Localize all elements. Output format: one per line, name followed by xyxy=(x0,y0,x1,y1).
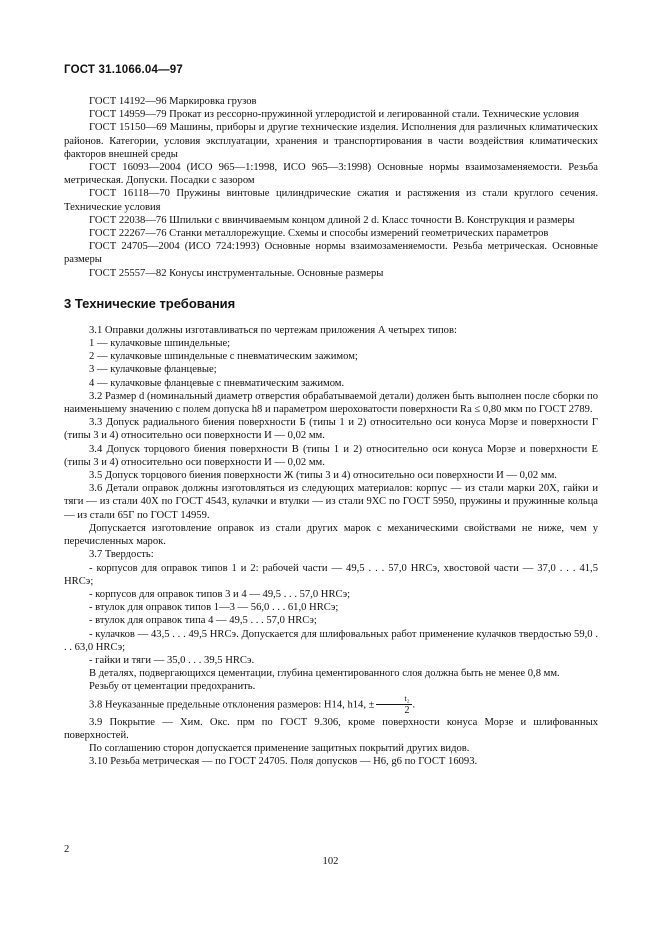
reference-item: ГОСТ 24705—2004 (ИСО 724:1993) Основные нормы взаимозаменяемости. Резьба метрическая. Основные размеры xyxy=(64,241,598,266)
clause-3-1: 3.1 Оправки должны изготавливаться по чертежам приложения А четырех типов: xyxy=(89,324,457,336)
clause-3-6: 3.6 Детали оправок должны изготовляться из следующих материалов: корпус — из стали марки 20Х, гайки и тяги — из стали 40Х по ГОСТ 4543, кулачки и втулки — из стали 9ХС по ГОСТ 5950, пружины и пружинные кольца — из стали 65Г по ГОСТ 14959. xyxy=(64,483,598,521)
reference-item: ГОСТ 16093—2004 (ИСО 965—1:1998, ИСО 965—3:1998) Основные нормы взаимозаменяемости. Резьба метрическая. Допуски. Посадки с зазором xyxy=(64,162,598,187)
reference-item: ГОСТ 14192—96 Маркировка грузов xyxy=(89,96,257,107)
clause-3-7-cementation: В деталях, подвергающихся цементации, глубина цементированного слоя должна быть не менее 0,8 мм. xyxy=(89,668,560,680)
type-item: 4 — кулачковые фланцевые с пневматическим зажимом. xyxy=(89,377,345,389)
reference-item: ГОСТ 25557—82 Конусы инструментальные. Основные размеры xyxy=(89,267,384,279)
reference-item: ГОСТ 22038—76 Шпильки с ввинчиваемым концом длиной 2 d. Класс точности В. Конструкция и размеры xyxy=(89,214,575,226)
page-number-center: 102 xyxy=(322,856,339,867)
clause-3-10: 3.10 Резьба метрическая — по ГОСТ 24705. Поля допусков — H6, g6 по ГОСТ 16093. xyxy=(89,756,478,768)
hardness-item: - втулок для оправок типов 1—3 — 56,0 . . . 61,0 HRCэ; xyxy=(89,602,339,614)
hardness-item: - втулок для оправок типа 4 — 49,5 . . . 57,0 HRCэ; xyxy=(89,615,317,627)
tolerance-fraction xyxy=(376,694,412,716)
type-item: 3 — кулачковые фланцевые; xyxy=(89,364,217,376)
clause-3-9: 3.9 Покрытие — Хим. Окс. прм по ГОСТ 9.306, кроме поверхности конуса Морзе и шлифованных поверхностей. xyxy=(64,716,598,741)
clause-3-9-note: По соглашению сторон допускается применение защитных покрытий других видов. xyxy=(89,742,470,754)
reference-item: ГОСТ 16118—70 Пружины винтовые цилиндрические сжатия и растяжения из стали круглого сечения. Технические условия xyxy=(64,188,598,213)
clause-3-7: 3.7 Твердость: xyxy=(89,549,154,561)
reference-item: ГОСТ 22267—76 Станки металлорежущие. Схемы и способы измерений геометрических параметров xyxy=(89,228,549,240)
hardness-item: - корпусов для оправок типов 1 и 2: рабочей части — 49,5 . . . 57,0 HRCэ, хвостовой части — 37,0 . . . 41,5 HRCэ; xyxy=(64,562,598,587)
reference-item: ГОСТ 14959—79 Прокат из рессорно-пружинной углеродистой и легированной стали. Технические условия xyxy=(89,109,580,121)
reference-item: ГОСТ 15150—69 Машины, приборы и другие технические изделия. Исполнения для различных климатических районов. Категории, условия эксплуатации, хранения и транспортирования в части воздействия климатических факторов внешней среды xyxy=(64,122,598,160)
references-list xyxy=(64,95,598,280)
clause-3-2: 3.2 Размер d (номинальный диаметр отверстия обрабатываемой детали) должен быть выполнен после сборки по наименьшему значению с полем допуска h8 и параметром шероховатости поверхности Ra ≤ 0,80 мкм по ГОСТ 2789. xyxy=(64,390,598,416)
clause-3-8-text: 3.8 Неуказанные предельные отклонения размеров: H14, h14, ± xyxy=(89,698,375,710)
hardness-item: - корпусов для оправок типов 3 и 4 — 49,5 . . . 57,0 HRCэ; xyxy=(89,588,351,600)
fraction-numerator: t₂ xyxy=(376,694,412,705)
type-item: 2 — кулачковые шпиндельные с пневматическим зажимом; xyxy=(89,351,358,363)
section-title: 3 Технические требования xyxy=(64,295,236,311)
fraction-denominator: 2 xyxy=(404,704,410,716)
document-body xyxy=(64,95,598,768)
clause-3-4: 3.4 Допуск торцового биения поверхности В (типы 1 и 2) относительно оси конуса Морзе и поверхности Е (типы 3 и 4) относительно оси поверхности И — 0,02 мм. xyxy=(64,443,598,468)
hardness-item: - кулачков — 43,5 . . . 49,5 HRCэ. Допускается для шлифовальных работ применение кулачков твердостью 59,0 . . . 63,0 HRCэ; xyxy=(64,628,598,653)
clause-3-8: 3.8 Неуказанные предельные отклонения размеров: H14, h14, ± $\frac{\text{t₂}}{2}$ . xyxy=(89,693,416,716)
clause-3-5: 3.5 Допуск торцового биения поверхности Ж (типы 3 и 4) относительно оси поверхности И — 0,02 мм. xyxy=(89,470,557,482)
clause-3-6-note: Допускается изготовление оправок из стали других марок с механическими свойствами не ниже, чем у перечисленных марок. xyxy=(64,522,598,548)
clause-3-7-thread-protection: Резьбу от цементации предохранить. xyxy=(89,681,256,693)
document-header: ГОСТ 31.1066.04—97 xyxy=(64,64,183,76)
hardness-item: - гайки и тяги — 35,0 . . . 39,5 HRCэ. xyxy=(89,654,255,666)
type-item: 1 — кулачковые шпиндельные; xyxy=(89,338,231,350)
clause-3-3: 3.3 Допуск радиального биения поверхности Б (типы 1 и 2) относительно оси конуса Морзе и поверхности Г (типы 3 и 4) относительно оси поверхности И — 0,02 мм. xyxy=(64,417,598,442)
page-number-left: 2 xyxy=(64,844,70,855)
